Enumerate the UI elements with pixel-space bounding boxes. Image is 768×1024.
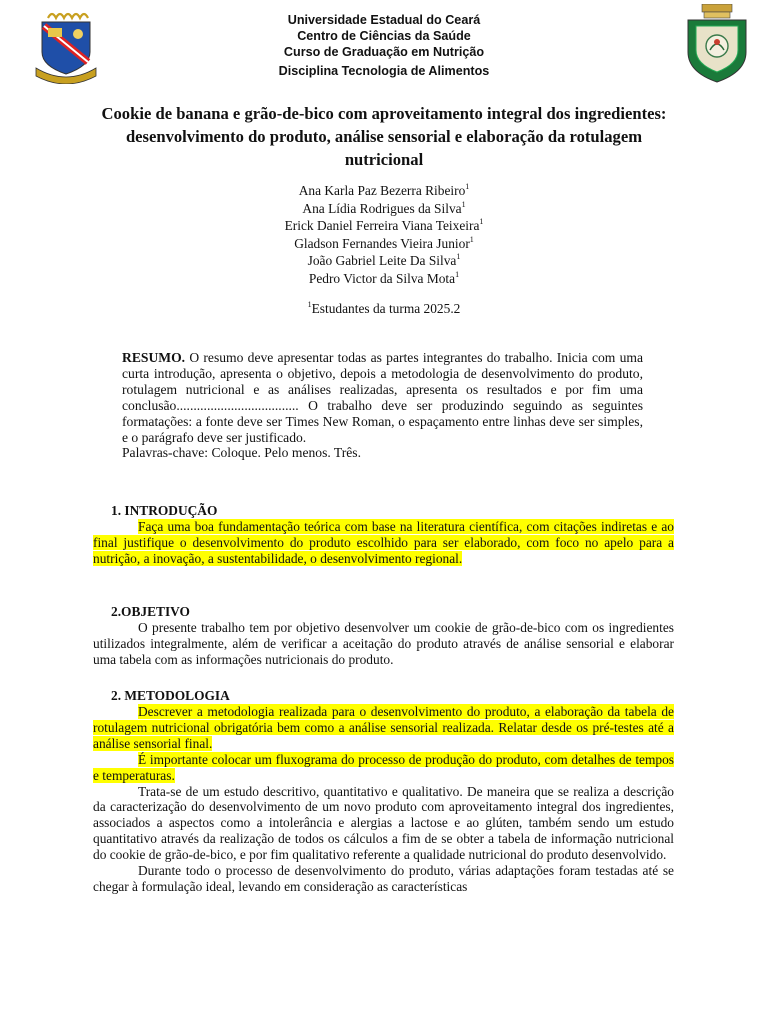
author-mark: 1 xyxy=(469,234,474,244)
section-heading: 1. INTRODUÇÃO xyxy=(111,503,218,518)
paragraph: Trata-se de um estudo descritivo, quantitativo e qualitativo. De maneira que se realiza a descrição da caracterização do desenvolvimento de um novo produto com aproveitamento integral dos ingredientes, associados a aspectos como a intolerância e alergias a lactose e ao glúten, também sendo um estudo quantitativo através da realização de todos os cálculos a fim de se obter a tabela de informação nutricional do cookie de grão-de-bico, e por fim qualitativo referente a qualidade nutricional do produto desenvolvido. xyxy=(93,783,674,863)
author-name: Gladson Fernandes Vieira Junior xyxy=(294,235,470,251)
abstract xyxy=(122,350,643,461)
section-introducao xyxy=(93,503,674,567)
header-line-center: Centro de Ciências da Saúde xyxy=(297,29,471,43)
highlighted-text: É importante colocar um fluxograma do processo de produção do produto, com detalhes de tempos e temperaturas. xyxy=(93,751,674,783)
author-name: Ana Karla Paz Bezerra Ribeiro xyxy=(298,183,466,198)
author-item xyxy=(0,270,768,288)
header-line-course: Curso de Graduação em Nutrição xyxy=(283,45,485,59)
paragraph xyxy=(93,519,674,567)
affiliation-mark: 1 xyxy=(307,300,312,309)
affiliation-text: Estudantes da turma 2025.2 xyxy=(311,301,461,316)
keywords: Palavras-chave: Coloque. Pelo menos. Três. xyxy=(122,445,361,461)
author-name: Ana Lídia Rodrigues da Silva xyxy=(302,200,462,216)
paragraph xyxy=(93,752,674,784)
paper-title: Cookie de banana e grão-de-bico com aproveitamento integral dos ingredientes: desenvolvimento do produto, análise sensorial e elaboração da rotulagem nutricional xyxy=(101,104,667,169)
author-item xyxy=(0,217,768,235)
affiliation xyxy=(0,301,768,317)
author-name: João Gabriel Leite Da Silva xyxy=(307,253,457,269)
abstract-body xyxy=(122,350,643,445)
header-line-university: Universidade Estadual do Ceará xyxy=(287,13,481,27)
author-item xyxy=(0,252,768,270)
paragraph xyxy=(93,704,674,752)
header-line-discipline: Disciplina Tecnologia de Alimentos xyxy=(278,64,490,78)
section-objetivo xyxy=(93,604,674,668)
highlighted-text: Descrever a metodologia realizada para o desenvolvimento do produto, a elaboração da tabela de rotulagem nutricional obrigatória bem como a análise sensorial realizada. Relatar desde os pré-testes até a análise sensorial final. xyxy=(93,704,674,751)
author-name: Pedro Victor da Silva Mota xyxy=(308,270,456,286)
paragraph: Durante todo o processo de desenvolvimento do produto, várias adaptações foram testadas até se chegar à formulação ideal, levando em consideração as características xyxy=(93,863,674,894)
institution-header xyxy=(0,12,768,79)
author-mark: 1 xyxy=(465,182,470,191)
paragraph: O presente trabalho tem por objetivo desenvolver um cookie de grão-de-bico com os ingredientes utilizados integralmente, além de verificar a aceitação do produto através de análise sensorial e elaborar uma tabela com as informações nutricionais do produto. xyxy=(93,620,674,667)
author-item xyxy=(0,182,768,200)
author-mark: 1 xyxy=(479,217,484,227)
abstract-text: O resumo deve apresentar todas as partes integrantes do trabalho. Inicia com uma curta introdução, apresenta o objetivo, depois a metodologia de desenvolvimento do produto, rotulagem nutricional e as análises realizadas, apresenta os resultados e por fim uma conclusão.................................... O trabalho deve ser produzindo seguindo as seguintes formatações: a fonte deve ser Times New Roman, o espaçamento entre linhas deve ser simples, e o parágrafo deve ser justificado. xyxy=(122,350,643,445)
author-mark: 1 xyxy=(456,252,461,262)
section-heading: 2. METODOLOGIA xyxy=(111,688,230,703)
author-item xyxy=(0,200,768,218)
highlighted-text: Faça uma boa fundamentação teórica com base na literatura científica, com citações indiretas e ao final justifique o desenvolvimento do produto escolhido para ser elaborado, com foco no apelo para a nutrição, a inovação, a sustentabilidade, o desenvolvimento regional. xyxy=(93,519,674,566)
author-mark: 1 xyxy=(455,269,460,279)
section-metodologia xyxy=(93,688,674,895)
abstract-label: RESUMO. xyxy=(122,350,186,365)
author-mark: 1 xyxy=(461,199,466,209)
author-item xyxy=(0,235,768,253)
section-heading: 2.OBJETIVO xyxy=(111,604,190,619)
author-name: Erick Daniel Ferreira Viana Teixeira xyxy=(284,218,480,234)
author-list xyxy=(0,182,768,288)
